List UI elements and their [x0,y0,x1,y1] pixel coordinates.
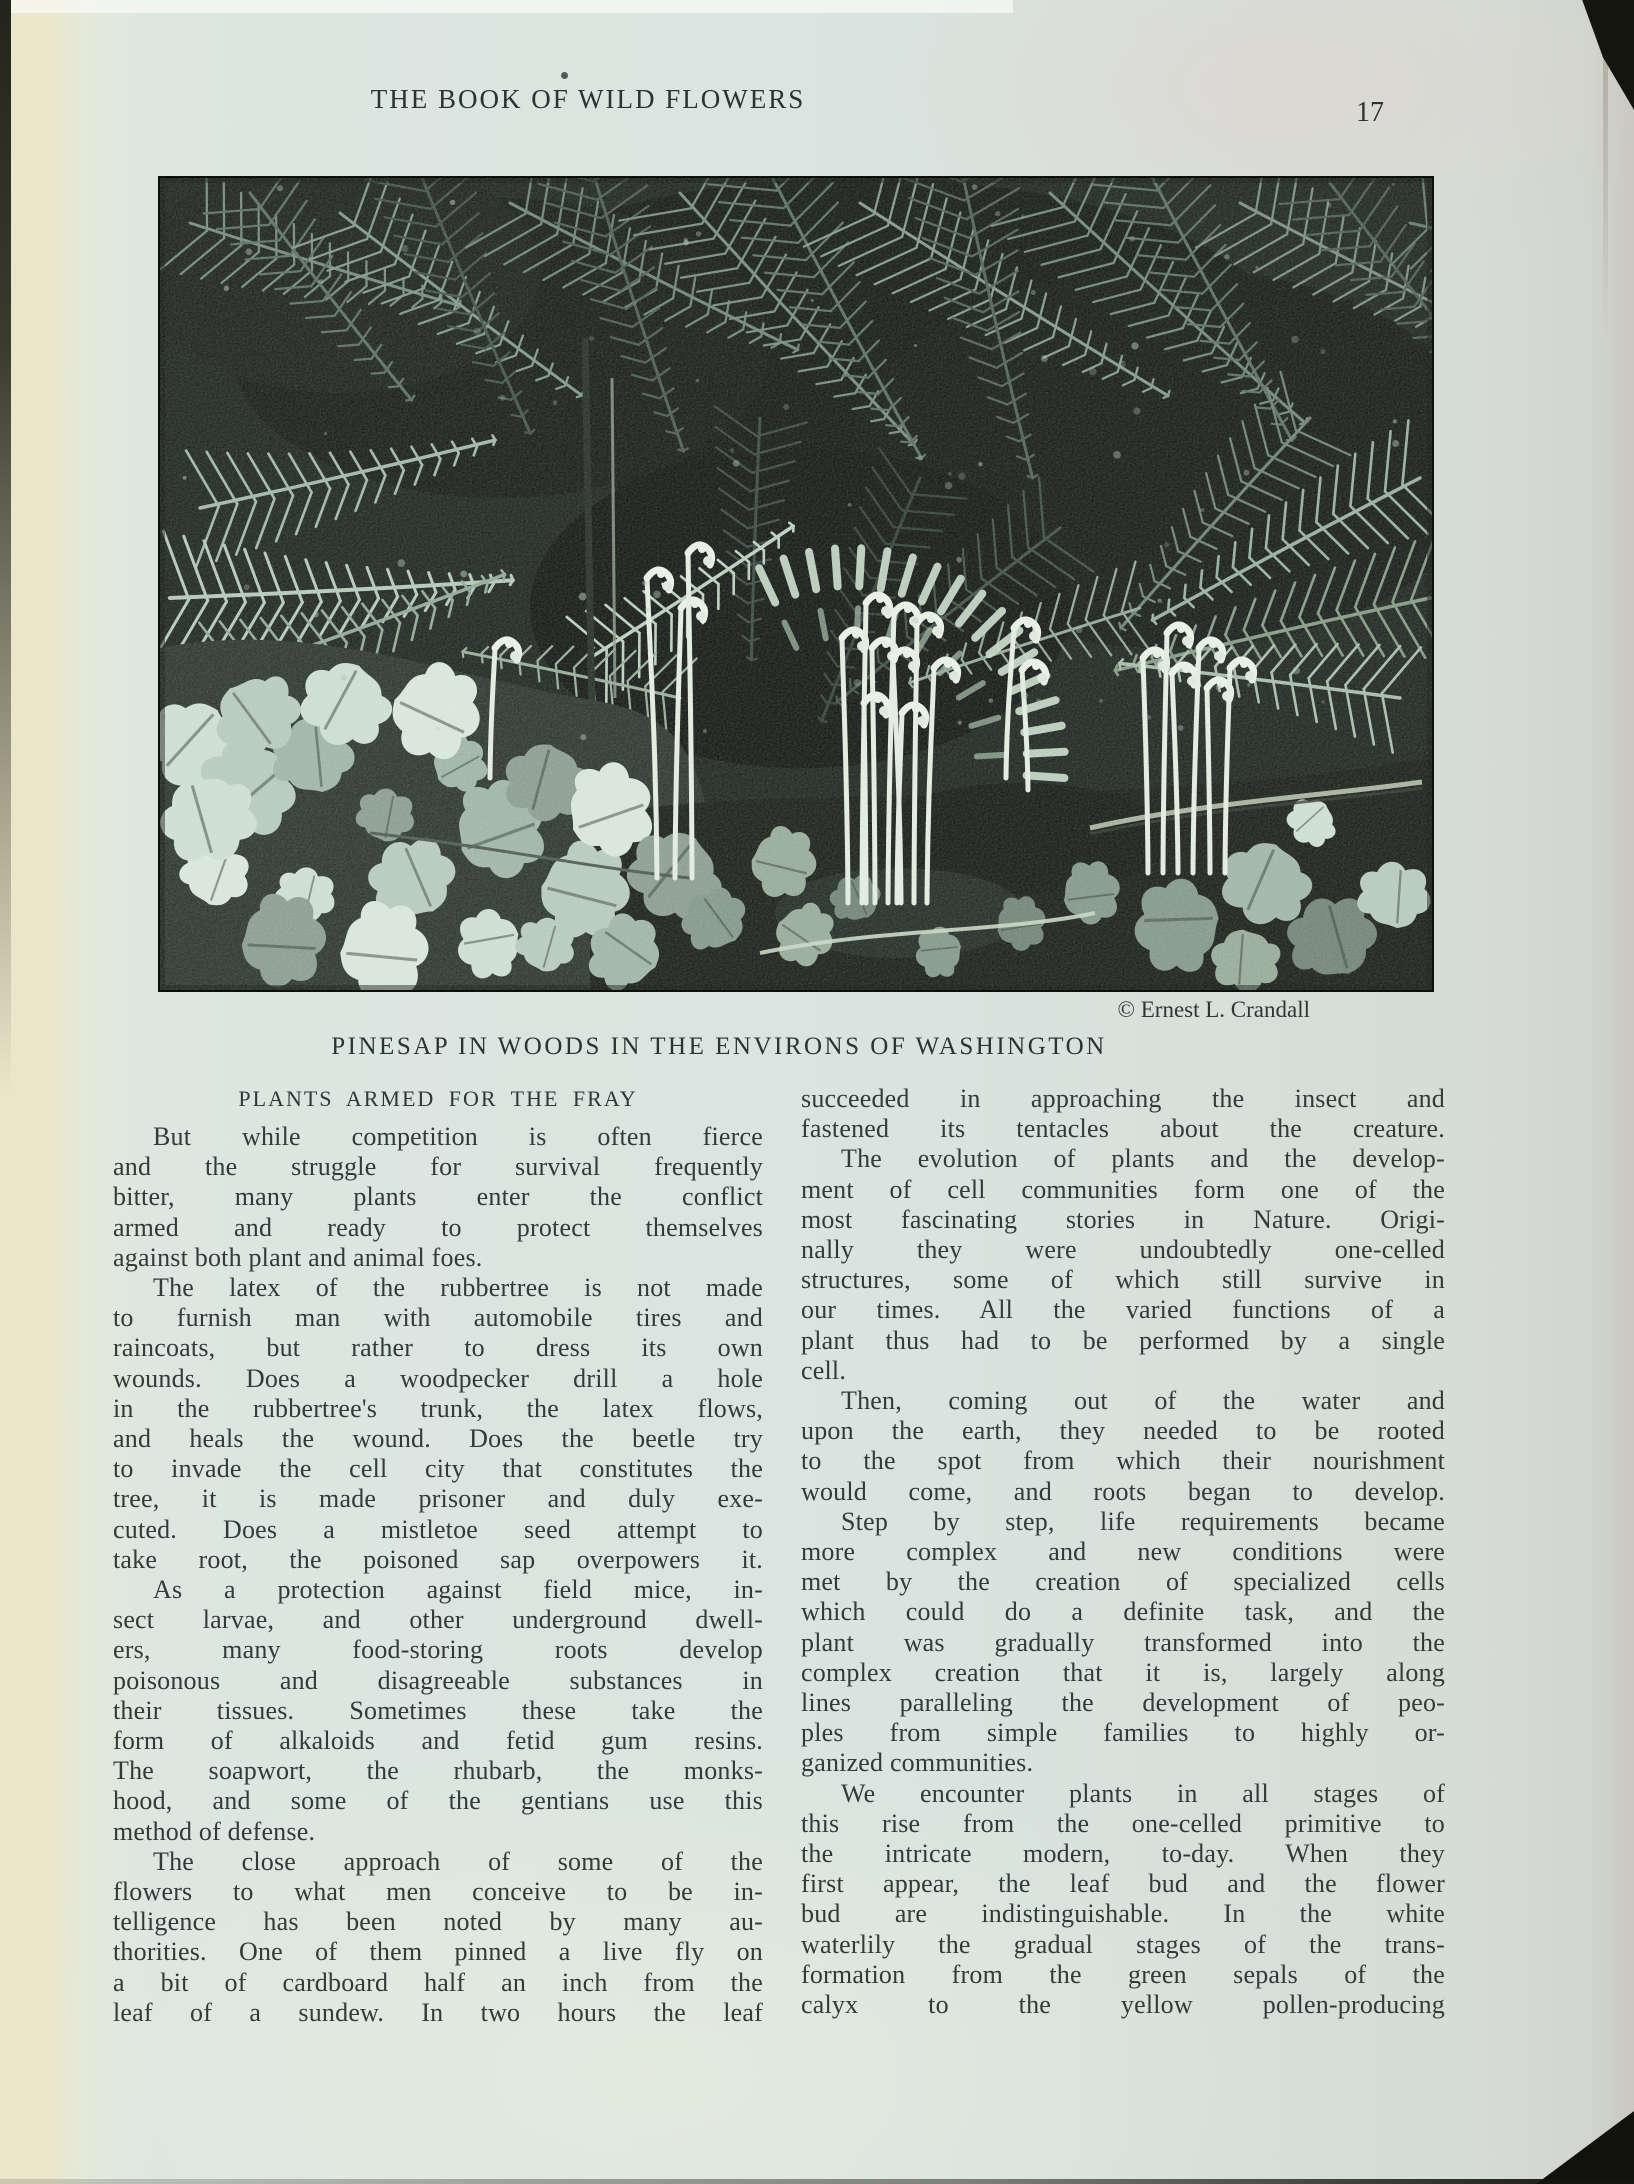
text-line: sect larvae, and other underground dwell- [113,1605,763,1635]
text-line: fastened its tentacles about the creature. [801,1114,1445,1144]
text-line: nally they were undoubtedly one-celled [801,1235,1445,1265]
text-line: plant thus had to be performed by a single [801,1325,1445,1355]
page-number: 17 [1356,97,1384,128]
paragraph [113,1273,763,1575]
text-line: a bit of cardboard half an inch from the [113,1967,763,1997]
text-line: against both plant and animal foes. [113,1242,483,1272]
text-line: most fascinating stories in Nature. Origi- [801,1204,1445,1234]
text-line: upon the earth, they needed to be rooted [801,1416,1445,1446]
text-line: The soapwort, the rhubarb, the monks- [113,1756,763,1786]
paragraph [801,1084,1445,1144]
text-line: and the struggle for survival frequently [113,1152,763,1182]
text-line: armed and ready to protect themselves [113,1212,763,1242]
text-line: poisonous and disagreeable substances in [113,1665,763,1695]
ink-speck [561,72,568,79]
text-line: ers, many food-storing roots develop [113,1635,763,1665]
text-line: cell. [801,1355,847,1385]
text-line: tree, it is made prisoner and duly exe- [113,1484,763,1514]
text-column-left [113,1084,763,2028]
text-line: this rise from the one-celled primitive to [801,1808,1445,1838]
text-line: Then, coming out of the water and [841,1386,1445,1416]
text-line: ganized communities. [801,1748,1034,1778]
text-line: calyx to the yellow pollen-producing [801,1990,1445,2020]
paragraph [801,1507,1445,1779]
text-line: cuted. Does a mistletoe seed attempt to [113,1514,763,1544]
text-line: The evolution of plants and the develop- [841,1144,1445,1174]
text-line: The latex of the rubbertree is not made [153,1273,763,1303]
section-heading: PLANTS ARMED FOR THE FRAY [238,1086,638,1111]
text-line: lines paralleling the development of peo- [801,1688,1445,1718]
text-line: leaf of a sundew. In two hours the leaf [113,1997,763,2027]
text-line: plant was gradually transformed into the [801,1627,1445,1657]
text-line: flowers to what men conceive to be in- [113,1877,763,1907]
text-line: which could do a definite task, and the [801,1597,1445,1627]
photo-credit: © Ernest L. Crandall [1117,997,1310,1022]
text-line: hood, and some of the gentians use this [113,1786,763,1816]
page-right-edge-shade [1590,0,1634,2184]
text-line: would come, and roots began to develop. [801,1476,1445,1506]
text-column-right [801,1084,1445,2028]
text-line: their tissues. Sometimes these take the [113,1695,763,1725]
paragraph [801,1144,1445,1386]
text-line: telligence has been noted by many au- [113,1907,763,1937]
text-line: formation from the green sepals of the [801,1959,1445,1989]
text-line: to the spot from which their nourishment [801,1446,1445,1476]
photo-caption: PINESAP IN WOODS IN THE ENVIRONS OF WASHINGTON [331,1033,1107,1060]
page-top-light-edge [0,0,1013,13]
text-line: more complex and new conditions were [801,1537,1445,1567]
page-left-edge-shadow [0,0,11,1150]
paragraph [113,1847,763,2028]
text-line: our times. All the varied functions of a [801,1295,1445,1325]
text-line: bitter, many plants enter the conflict [113,1182,763,1212]
text-line: The close approach of some of the [153,1846,763,1876]
bottom-edge-shadow [0,2179,1634,2184]
pinesap-photo-illustration [160,178,1432,990]
text-line: complex creation that it is, largely along [801,1657,1445,1687]
text-line: raincoats, but rather to dress its own [113,1333,763,1363]
text-line: to invade the cell city that constitutes the [113,1454,763,1484]
text-line: form of alkaloids and fetid gum resins. [113,1726,763,1756]
text-line: bud are indistinguishable. In the white [801,1899,1445,1929]
running-head: THE BOOK OF WILD FLOWERS [370,84,806,114]
text-line: Step by step, life requirements became [841,1506,1445,1536]
text-line: But while competition is often fierce [153,1122,763,1151]
text-line: met by the creation of specialized cells [801,1567,1445,1597]
paragraph [113,1122,763,1273]
text-line: in the rubbertree's trunk, the latex flows, [113,1393,763,1423]
text-line: ment of cell communities form one of the [801,1174,1445,1204]
pinesap-photo [160,178,1432,990]
text-line: waterlily the gradual stages of the trans- [801,1929,1445,1959]
text-line: to furnish man with automobile tires and [113,1303,763,1333]
text-line: thorities. One of them pinned a live fly on [113,1937,763,1967]
text-line: take root, the poisoned sap overpowers it. [113,1544,763,1574]
paragraph [801,1779,1445,2021]
text-line: structures, some of which still survive in [801,1265,1445,1295]
text-line: ples from simple families to highly or- [801,1718,1445,1748]
text-line: first appear, the leaf bud and the flower [801,1869,1445,1899]
paragraph [801,1386,1445,1507]
text-line: the intricate modern, to-day. When they [801,1839,1445,1869]
text-line: method of defense. [113,1816,316,1846]
text-line: succeeded in approaching the insect and [801,1084,1445,1113]
text-columns [113,1084,1447,2028]
text-line: We encounter plants in all stages of [841,1778,1445,1808]
text-line: As a protection against field mice, in- [153,1575,763,1605]
paragraph [113,1575,763,1847]
text-line: wounds. Does a woodpecker drill a hole [113,1363,763,1393]
text-line: and heals the wound. Does the beetle try [113,1424,763,1454]
